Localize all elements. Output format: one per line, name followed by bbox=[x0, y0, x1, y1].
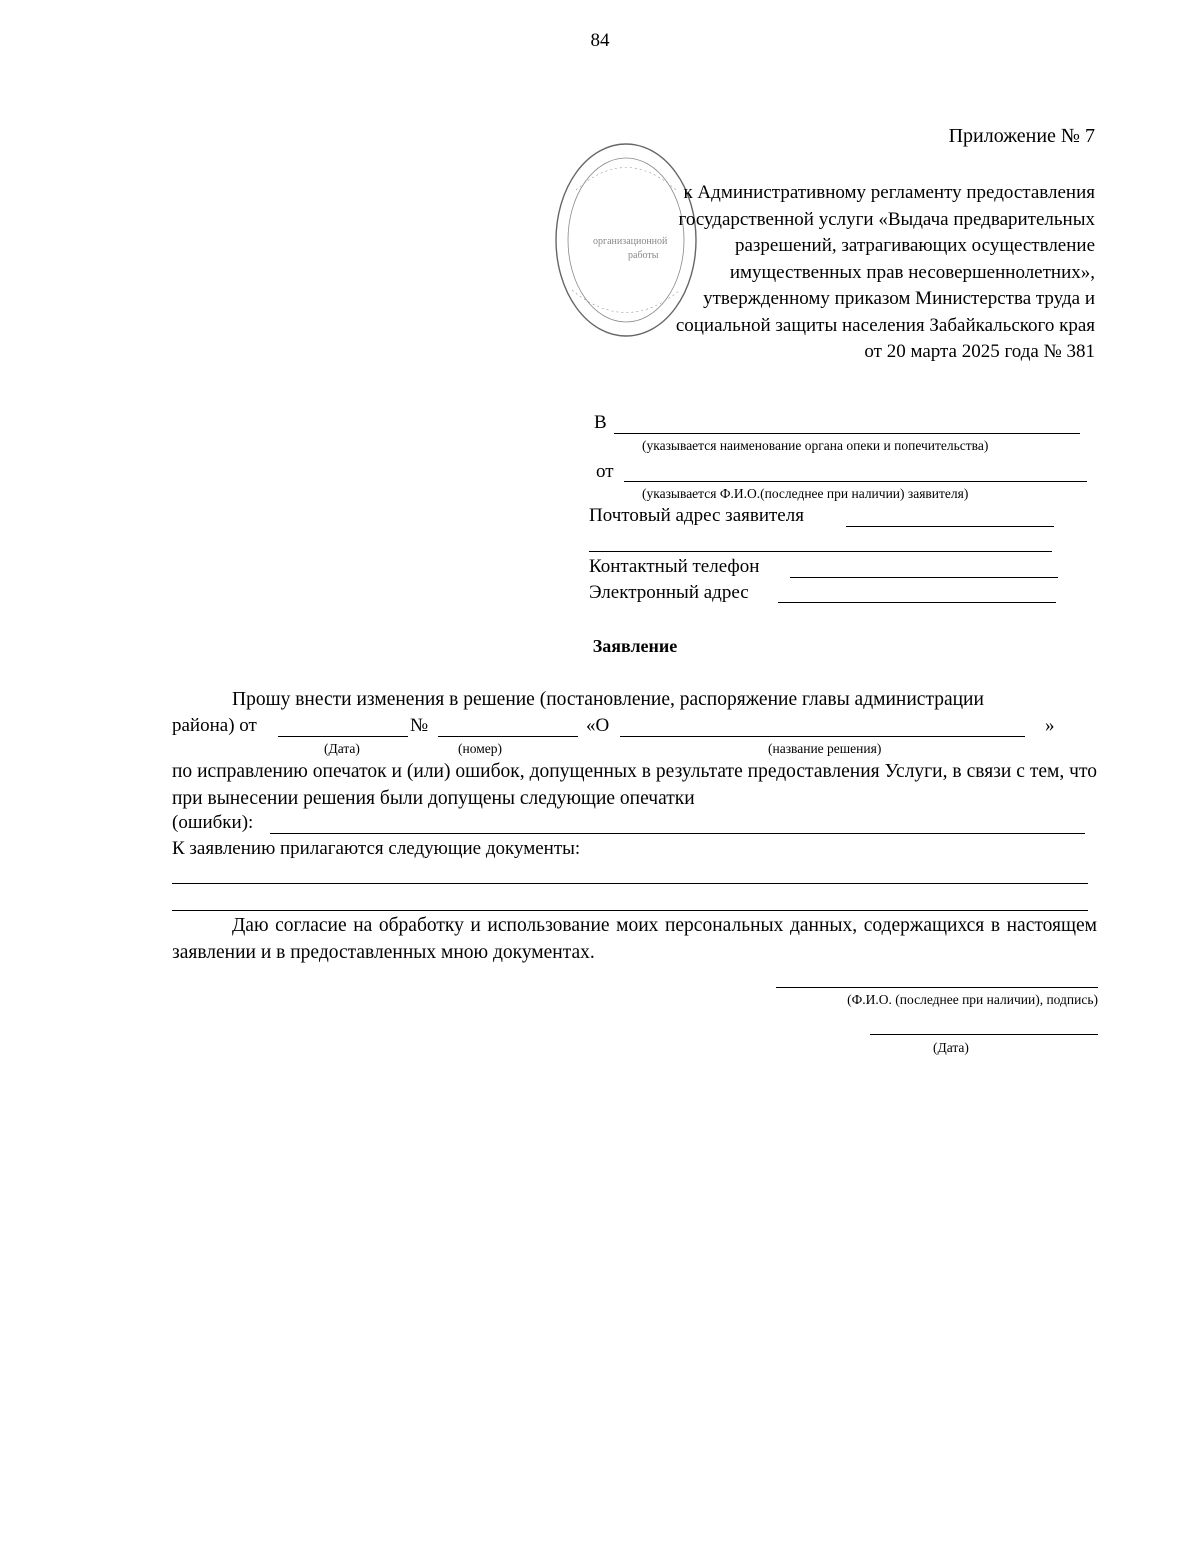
request-intro: Прошу внести изменения в решение (постановление, распоряжение главы администрации bbox=[232, 689, 984, 710]
attachments-field-line1[interactable] bbox=[172, 883, 1088, 884]
consent-text: Даю согласие на обработку и использование моих персональных данных, содержащихся в настоящем заявлении и в предоставленных мною документах. bbox=[172, 915, 1097, 963]
errors-field[interactable] bbox=[270, 833, 1085, 834]
request-body: по исправлению опечаток и (или) ошибок, допущенных в результате предоставления Услуги, в связи с тем, что при вынесении решения были допущены следующие опечатки bbox=[172, 761, 1097, 809]
attachments-field-line2[interactable] bbox=[172, 910, 1088, 911]
regulation-line: разрешений, затрагивающих осуществление bbox=[734, 235, 1095, 256]
quote-close: » bbox=[1045, 715, 1055, 736]
decision-number-field[interactable] bbox=[438, 736, 578, 737]
from-label: от bbox=[596, 461, 614, 482]
regulation-line: имущественных прав несовершеннолетних», bbox=[729, 261, 1095, 283]
document-title: Заявление bbox=[592, 636, 678, 656]
quote-open: «О bbox=[586, 715, 610, 736]
signature-date-field[interactable] bbox=[870, 1034, 1098, 1035]
errors-label: (ошибки): bbox=[172, 812, 254, 833]
regulation-line: от 20 марта 2025 года № 381 bbox=[864, 341, 1095, 362]
decision-name-hint: (название решения) bbox=[768, 741, 882, 756]
stamp-text-2: работы bbox=[628, 250, 659, 261]
appendix-label: Приложение № 7 bbox=[948, 125, 1095, 147]
number-sign: № bbox=[410, 715, 429, 736]
date-hint: (Дата) bbox=[324, 741, 360, 756]
signature-field[interactable] bbox=[776, 987, 1098, 988]
decision-date-field[interactable] bbox=[278, 736, 408, 737]
email-label: Электронный адрес bbox=[589, 582, 749, 603]
postal-address-field-line2[interactable] bbox=[589, 551, 1052, 552]
to-label: В bbox=[594, 412, 607, 433]
phone-field[interactable] bbox=[790, 577, 1058, 578]
from-field[interactable] bbox=[624, 481, 1087, 482]
decision-name-field[interactable] bbox=[620, 736, 1025, 737]
postal-address-field[interactable] bbox=[846, 526, 1054, 527]
signature-hint: (Ф.И.О. (последнее при наличии), подпись) bbox=[847, 992, 1098, 1007]
regulation-line: утвержденному приказом Министерства труда и bbox=[703, 288, 1095, 309]
regulation-reference bbox=[676, 180, 1095, 366]
regulation-line: к Административному регламенту предоставления bbox=[683, 182, 1095, 203]
from-hint: (указывается Ф.И.О.(последнее при наличии) заявителя) bbox=[642, 486, 969, 501]
regulation-line: государственной услуги «Выдача предварительных bbox=[678, 208, 1095, 230]
stamp-text-1: организационной bbox=[593, 236, 668, 247]
signature-date-hint: (Дата) bbox=[933, 1040, 969, 1055]
number-hint: (номер) bbox=[458, 741, 502, 756]
postal-address-label: Почтовый адрес заявителя bbox=[589, 505, 804, 526]
page-number: 84 bbox=[590, 30, 610, 51]
attachments-label: К заявлению прилагаются следующие документы: bbox=[172, 838, 581, 859]
to-field[interactable] bbox=[614, 433, 1080, 434]
district-from-label: района) от bbox=[172, 715, 257, 736]
to-hint: (указывается наименование органа опеки и попечительства) bbox=[642, 438, 989, 453]
regulation-line: социальной защиты населения Забайкальского края bbox=[675, 314, 1095, 336]
phone-label: Контактный телефон bbox=[589, 556, 760, 577]
email-field[interactable] bbox=[778, 602, 1056, 603]
